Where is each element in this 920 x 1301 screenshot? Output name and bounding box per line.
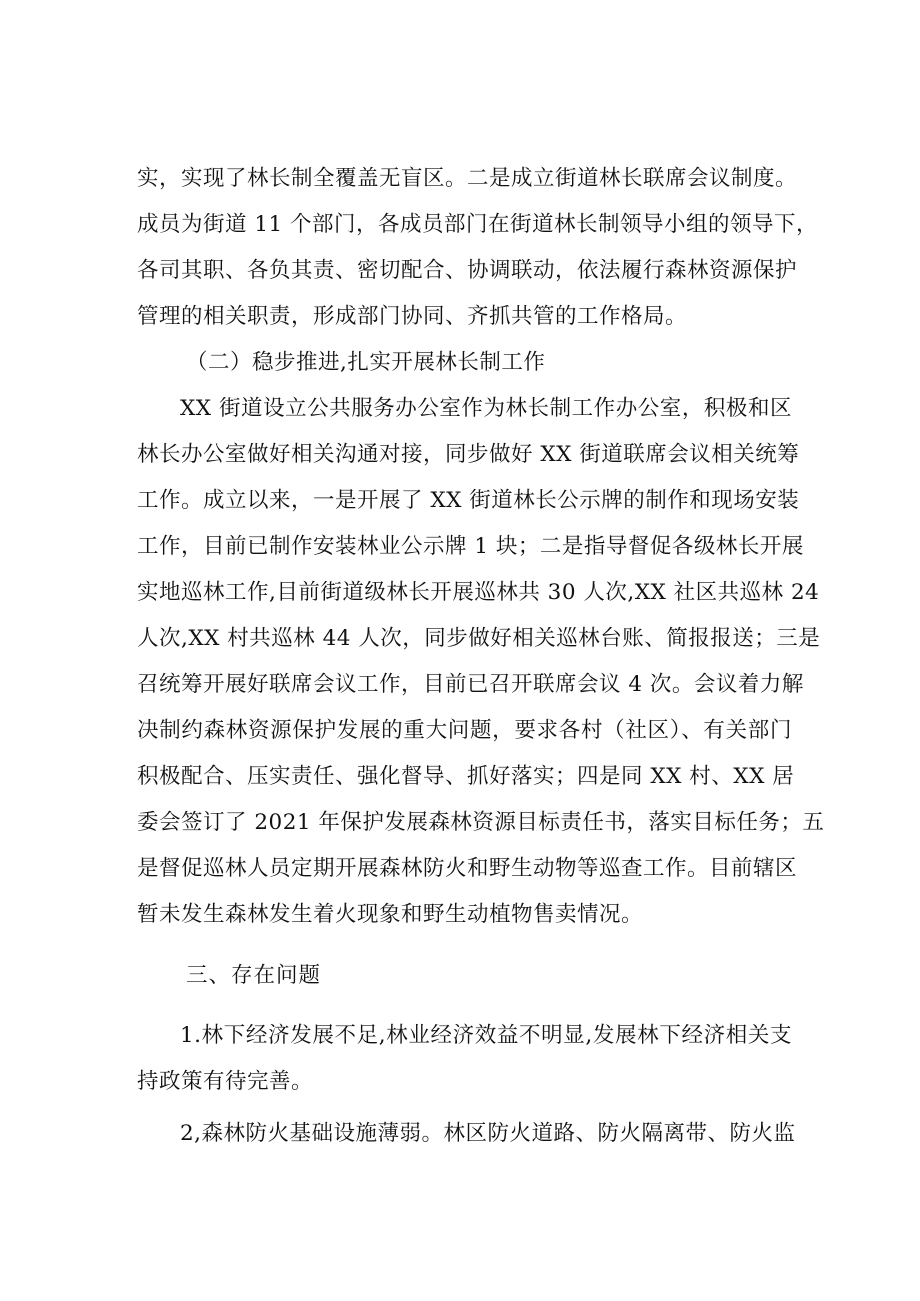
paragraph-line: 各司其职、各负其责、密切配合、协调联动，依法履行森林资源保护 bbox=[137, 258, 798, 283]
paragraph-line: 人次,XX 村共巡林 44 人次，同步做好相关巡林台账、简报报送；三是 bbox=[137, 626, 821, 651]
paragraph-line: 持政策有待完善。 bbox=[137, 1069, 314, 1094]
paragraph-line: 实地巡林工作,目前街道级林长开展巡林共 30 人次,XX 社区共巡林 24 bbox=[137, 580, 820, 605]
paragraph-line: 召统筹开展好联席会议工作，目前已召开联席会议 4 次。会议着力解 bbox=[137, 672, 804, 697]
paragraph-line: 暂未发生森林发生着火现象和野生动植物售卖情况。 bbox=[137, 902, 644, 927]
paragraph-line: 是督促巡林人员定期开展森林防火和野生动物等巡查工作。目前辖区 bbox=[137, 856, 798, 881]
paragraph-line: 工作，目前已制作安装林业公示牌 1 块；二是指导督促各级林长开展 bbox=[137, 534, 804, 559]
paragraph-line: 决制约森林资源保护发展的重大问题，要求各村（社区）、有关部门 bbox=[137, 718, 792, 743]
paragraph-line: 1.林下经济发展不足,林业经济效益不明显,发展林下经济相关支 bbox=[180, 1023, 792, 1048]
paragraph-line: 实，实现了林长制全覆盖无盲区。二是成立街道林长联席会议制度。 bbox=[137, 166, 798, 191]
paragraph-line: 成员为街道 11 个部门，各成员部门在街道林长制领导小组的领导下， bbox=[137, 212, 819, 237]
paragraph-line: 管理的相关职责，形成部门协同、齐抓共管的工作格局。 bbox=[137, 304, 688, 329]
paragraph-line: 委会签订了 2021 年保护发展森林资源目标责任书，落实目标任务；五 bbox=[137, 810, 825, 835]
paragraph-line: 工作。成立以来，一是开展了 XX 街道林长公示牌的制作和现场安装 bbox=[137, 488, 800, 513]
paragraph-line: 积极配合、压实责任、强化督导、抓好落实；四是同 XX 村、XX 居 bbox=[137, 764, 795, 789]
section-subheading: （二）稳步推进,扎实开展林长制工作 bbox=[186, 350, 546, 375]
paragraph-line: 林长办公室做好相关沟通对接，同步做好 XX 街道联席会议相关统筹 bbox=[137, 442, 800, 467]
paragraph-line: XX 街道设立公共服务办公室作为林长制工作办公室，积极和区 bbox=[180, 396, 792, 421]
section-heading: 三、存在问题 bbox=[186, 963, 322, 988]
paragraph-line: 2,森林防火基础设施薄弱。林区防火道路、防火隔离带、防火监 bbox=[180, 1121, 796, 1146]
